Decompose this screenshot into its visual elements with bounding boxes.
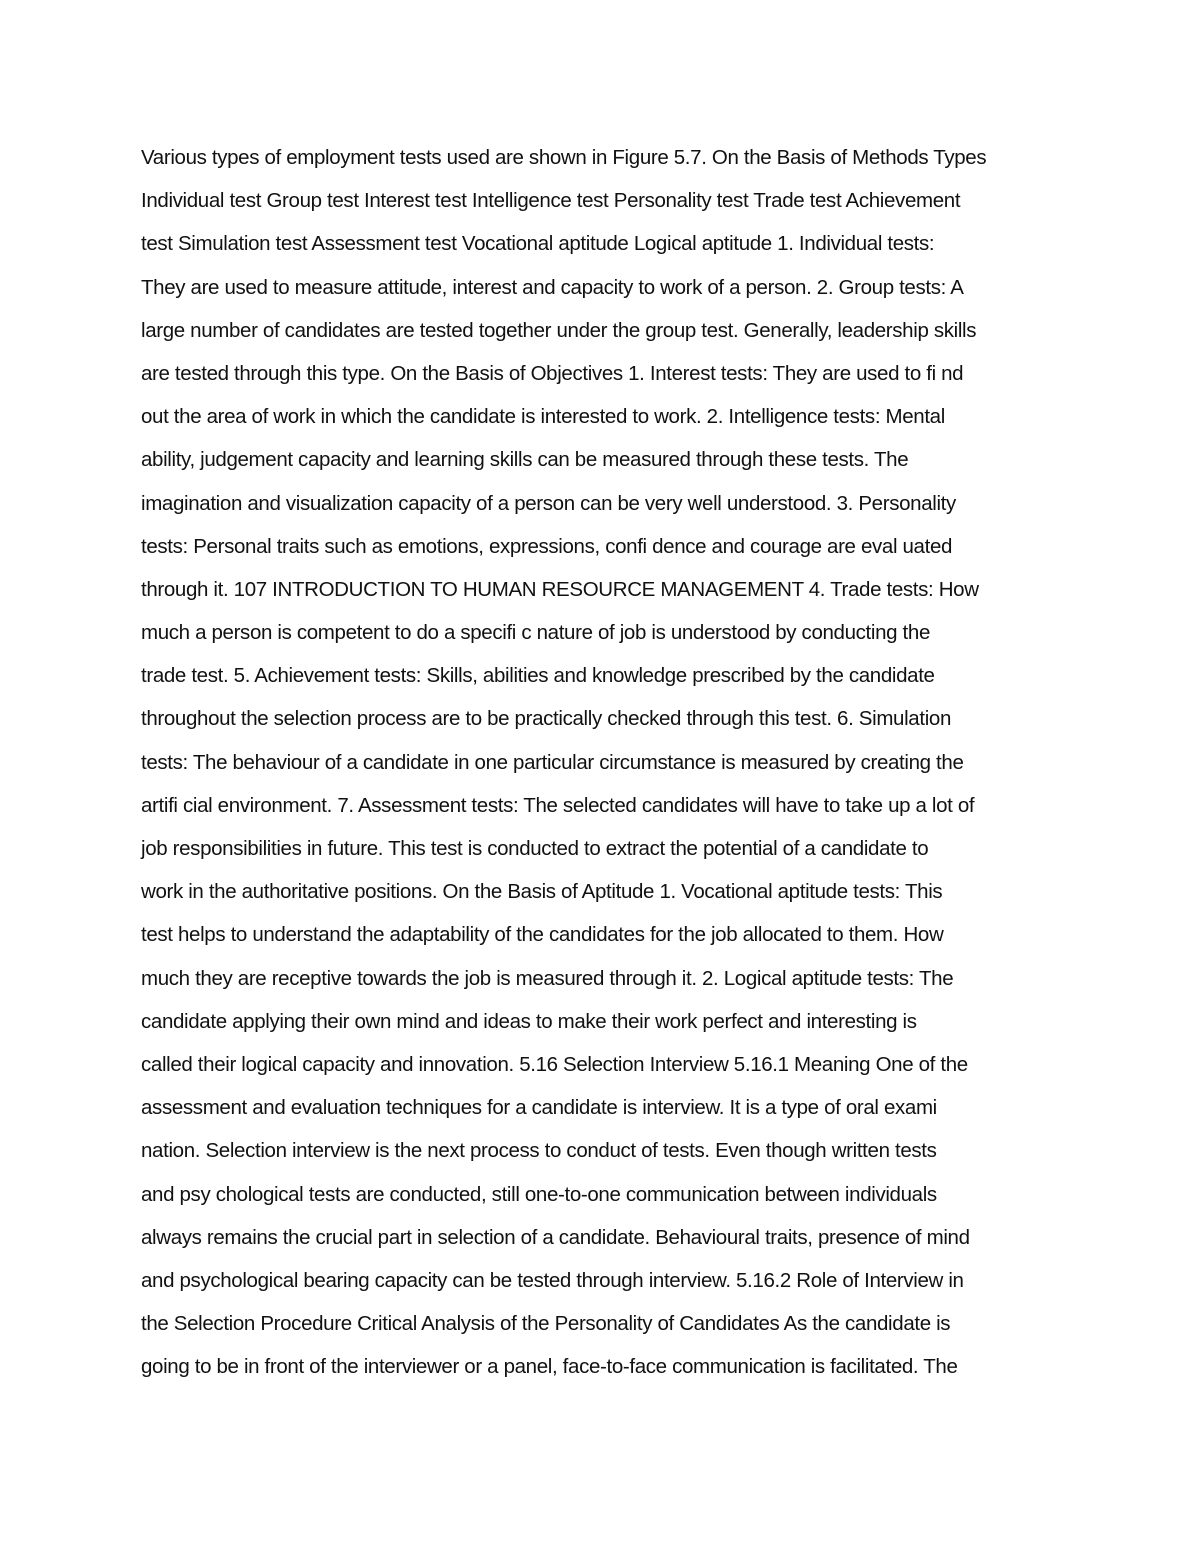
text-line: ability, judgement capacity and learning skills can be measured through these tests. The [141,448,909,472]
text-line: the Selection Procedure Critical Analysis of the Personality of Candidates As the candidate is [141,1312,951,1336]
text-line: Individual test Group test Interest test Intelligence test Personality test Trade test Achievement [141,189,961,213]
text-line: They are used to measure attitude, interest and capacity to work of a person. 2. Group tests: A [141,275,964,299]
text-line: work in the authoritative positions. On the Basis of Aptitude 1. Vocational aptitude tests: This [141,880,943,904]
text-line: candidate applying their own mind and ideas to make their work perfect and interesting is [141,1009,917,1033]
text-line: much a person is competent to do a specifi c nature of job is understood by conducting the [141,621,930,645]
text-line: and psy chological tests are conducted, still one-to-one communication between individuals [141,1182,937,1206]
text-line: called their logical capacity and innovation. 5.16 Selection Interview 5.16.1 Meaning One of the [141,1052,968,1076]
text-line: nation. Selection interview is the next process to conduct of tests. Even though written tests [141,1139,937,1163]
text-line: going to be in front of the interviewer or a panel, face-to-face communication is facilitated. The [141,1355,958,1379]
text-line: job responsibilities in future. This test is conducted to extract the potential of a candidate to [141,837,929,860]
text-line: large number of candidates are tested together under the group test. Generally, leadership skills [141,318,977,342]
body-text [141,136,1081,1388]
text-line: are tested through this type. On the Basis of Objectives 1. Interest tests: They are used to fi nd [141,361,964,385]
text-line: imagination and visualization capacity of a person can be very well understood. 3. Personality [141,491,956,515]
text-line: throughout the selection process are to be practically checked through this test. 6. Simulation [141,707,952,731]
text-line: tests: Personal traits such as emotions, expressions, confi dence and courage are eval uated [141,534,953,558]
text-line: artifi cial environment. 7. Assessment tests: The selected candidates will have to take up a lot of [141,793,975,817]
text-line: trade test. 5. Achievement tests: Skills, abilities and knowledge prescribed by the candidate [141,664,935,688]
text-line: Various types of employment tests used are shown in Figure 5.7. On the Basis of Methods Types [141,146,987,169]
text-line: much they are receptive towards the job is measured through it. 2. Logical aptitude tests: The [141,966,954,990]
text-line: out the area of work in which the candidate is interested to work. 2. Intelligence tests: Mental [141,405,945,429]
text-line: and psychological bearing capacity can be tested through interview. 5.16.2 Role of Interview in [141,1268,964,1292]
text-line: tests: The behaviour of a candidate in one particular circumstance is measured by creating the [141,750,964,774]
text-line: assessment and evaluation techniques for a candidate is interview. It is a type of oral exami [141,1096,937,1120]
text-line: test helps to understand the adaptability of the candidates for the job allocated to them. How [141,923,944,947]
text-line: always remains the crucial part in selection of a candidate. Behavioural traits, presence of mind [141,1225,970,1249]
text-line: test Simulation test Assessment test Vocational aptitude Logical aptitude 1. Individual tests: [141,232,935,256]
text-line: through it. 107 INTRODUCTION TO HUMAN RESOURCE MANAGEMENT 4. Trade tests: How [141,577,979,601]
